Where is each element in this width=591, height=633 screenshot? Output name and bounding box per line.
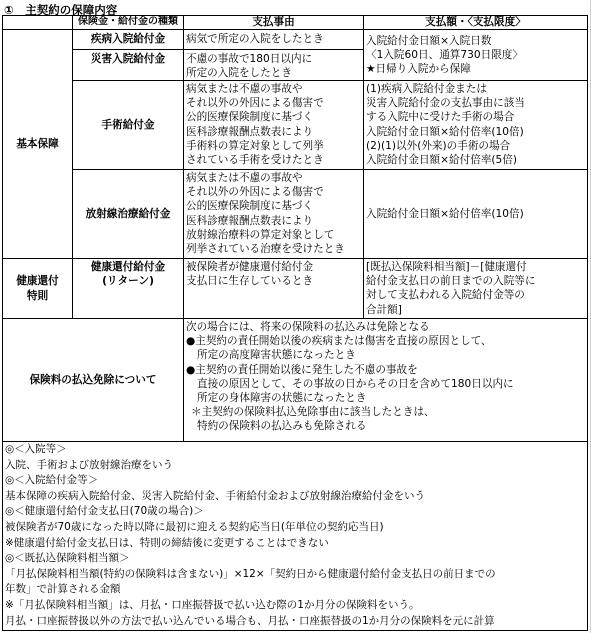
- text-line: 所定の身体障害の状態になったとき: [197, 392, 367, 405]
- text-line: ◎＜入院等＞: [5, 443, 67, 455]
- text-line: 手術料の算定対象として列挙: [186, 139, 324, 152]
- text-line: 列挙されている治療を受けたとき: [186, 243, 345, 256]
- text-line: [既払込保険料相当額]－[健康還付: [366, 261, 527, 273]
- text-line: 医科診療報酬点数表により: [186, 214, 314, 227]
- text-line: 入院給付金日額×給付倍率(10倍): [366, 125, 524, 138]
- text-line: ●主契約の責任開始以後に発生した不慮の事故を: [186, 363, 418, 376]
- benefit-reason: [186, 82, 362, 169]
- benefit-name: 疾病入院給付金: [90, 33, 166, 46]
- text-line: 入院、手術および放射線治療をいう: [5, 458, 173, 471]
- benefit-amount: [366, 82, 586, 169]
- text-line: 公的医療保険制度に基づく: [186, 111, 314, 124]
- text-line: 病気または不慮の事故や: [186, 83, 303, 95]
- benefit-amount: [366, 171, 586, 258]
- text-line: 被保険者が健康還付給付金: [186, 261, 314, 273]
- notes-section: [5, 442, 587, 630]
- text-line: 病気または不慮の事故や: [186, 172, 303, 184]
- text-line: 被保険者が70歳になった時以降に最初に迎える契約応当日(年単位の契約応当日): [5, 520, 384, 533]
- text-line: 月払・口座振替扱以外の方法で払い込んでいる場合も、月払・口座振替扱の1か月分の保険料を元に計算: [5, 614, 495, 627]
- benefit-reason: [186, 260, 362, 318]
- text-line: 次の場合には、将来の保険料の払込みは免除となる: [186, 321, 430, 333]
- benefit-name: 災害入院給付金: [90, 53, 166, 65]
- section-waiver: 保険料の払込免除について: [29, 373, 157, 386]
- text-line: 「月払保険料相当額(特約の保険料は含まない)」×12×「契約日から健康還付給付金支払日の前日までの: [5, 567, 496, 580]
- text-line: ◎＜健康還付給付金支払日(70歳の場合)＞: [5, 505, 204, 518]
- text-line: 入院給付金日額×給付倍率(5倍): [366, 154, 518, 167]
- text-line: する入院中に受けた手術の場合: [366, 111, 515, 124]
- text-line: 〈1入院60日、通算730日限度〉: [366, 49, 523, 62]
- text-line: されている手術を受けたとき: [186, 154, 324, 167]
- text-line: それ以外の外因による傷害で: [186, 97, 324, 110]
- text-line: 年数」で計算される金額: [5, 583, 121, 596]
- text-line: ●主契約の責任開始以後の疾病または傷害を直接の原因として、: [186, 335, 492, 348]
- text-line: 災害入院給付金の支払事由に該当: [366, 97, 525, 110]
- text-line: ◎＜入院給付金等＞: [5, 474, 99, 487]
- text-line: 基本保障の疾病入院給付金、災害入院給付金、手術給付金および放射線治療給付金をいう: [5, 489, 425, 502]
- text-line: 医科診療報酬点数表により: [186, 125, 314, 138]
- text-line: 対して支払われる入院給付金等の: [366, 289, 525, 302]
- text-line: ◎＜既払込保険料相当額＞: [5, 552, 130, 565]
- benefit-name: [73, 260, 183, 318]
- text-line: 給付金支払日の前日までの入院等に: [366, 275, 536, 288]
- text-line: 支払日に生存しているとき: [186, 275, 314, 288]
- benefit-name: 放射線治療給付金: [85, 207, 171, 220]
- text-line: 健康還付給付金: [90, 261, 166, 273]
- header-category: 保険金・給付金の種類: [78, 16, 178, 28]
- text-line: 公的医療保険制度に基づく: [186, 200, 314, 213]
- text-line: ★日帰り入院から保障: [366, 63, 471, 76]
- text-line: 特約の保険料の払込みも免除される: [197, 420, 367, 433]
- benefit-reason: [186, 171, 362, 258]
- text-line: ＊主契約の保険料払込免除事由に該当したときは、: [191, 406, 435, 419]
- benefit-reason: [186, 52, 362, 80]
- text-line: (リターン): [102, 275, 154, 288]
- benefit-reason: [186, 32, 362, 49]
- text-line: ※「月払保険料相当額」は、月払・口座振替扱で払い込む際の1か月分の保険料をいう。: [5, 598, 420, 611]
- section-health-line2: 特則: [26, 289, 49, 302]
- header-amount: 支払額・〈支払限度〉: [425, 16, 526, 29]
- header-reason: 支払事由: [252, 16, 295, 29]
- text-line: 入院給付金日額×入院日数: [366, 35, 492, 47]
- waiver-description: [186, 320, 586, 441]
- benefit-name: 手術給付金: [101, 118, 155, 131]
- text-line: (1)疾病入院給付金または: [366, 83, 487, 95]
- section-health-line1: 健康還付: [16, 275, 59, 288]
- text-line: 放射線治療料の算定対象として: [186, 228, 335, 241]
- section-basic: 基本保障: [16, 137, 59, 150]
- text-line: 合計額]: [366, 303, 402, 316]
- text-line: 直接の原因として、その事故の日からその日を含めて180日以内に: [197, 377, 514, 390]
- text-line: それ以外の外因による傷害で: [186, 186, 324, 199]
- text-line: 不慮の事故で180日以内に: [186, 53, 313, 65]
- text-line: (2)(1)以外(外来)の手術の場合: [366, 139, 511, 152]
- text-line: ※健康還付給付金支払日は、特則の締結後に変更することはできない: [5, 536, 329, 549]
- text-line: 所定の高度障害状態になったとき: [197, 349, 356, 362]
- section-health: [3, 259, 72, 318]
- benefit-amount: [366, 260, 586, 318]
- text-line: 所定の入院をしたとき: [186, 67, 292, 80]
- benefit-amount: [366, 34, 586, 80]
- section-title: ① 主契約の保障内容: [4, 3, 118, 17]
- text-line: 病気で所定の入院をしたとき: [186, 33, 324, 45]
- text-line: 入院給付金日額×給付倍率(10倍): [366, 208, 524, 221]
